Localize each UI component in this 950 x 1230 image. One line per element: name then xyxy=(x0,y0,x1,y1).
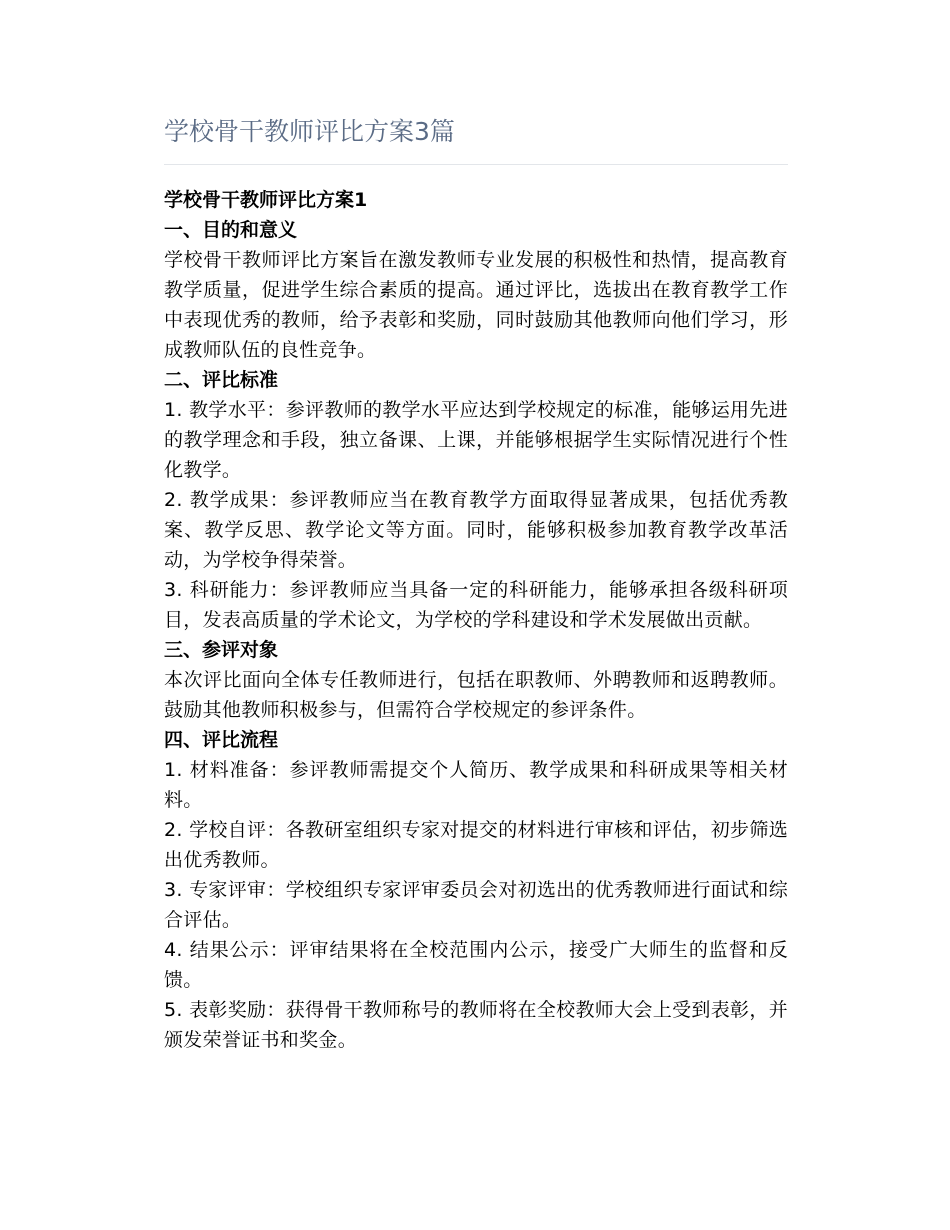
heading-criteria: 二、评比标准 xyxy=(164,369,279,391)
paragraph-process-self-review: 2. 学校自评：各教研室组织专家对提交的材料进行审核和评估，初步筛选出优秀教师。 xyxy=(164,819,788,871)
title-divider xyxy=(164,164,788,165)
heading-process: 四、评比流程 xyxy=(164,729,279,751)
heading-purpose: 一、目的和意义 xyxy=(164,219,298,241)
paragraph-criteria-teaching-level: 1. 教学水平：参评教师的教学水平应达到学校规定的标准，能够运用先进的教学理念和手段，独立备课、上课，并能够根据学生实际情况进行个性化教学。 xyxy=(164,399,788,481)
paragraph-process-publicity: 4. 结果公示：评审结果将在全校范围内公示，接受广大师生的监督和反馈。 xyxy=(164,939,788,991)
paragraph-purpose: 学校骨干教师评比方案旨在激发教师专业发展的积极性和热情，提高教育教学质量，促进学生综合素质的提高。通过评比，选拔出在教育教学工作中表现优秀的教师，给予表彰和奖励，同时鼓励其他教师向他们学习，形成教师队伍的良性竞争。 xyxy=(164,249,788,361)
paragraph-participants: 本次评比面向全体专任教师进行，包括在职教师、外聘教师和返聘教师。鼓励其他教师积极参与，但需符合学校规定的参评条件。 xyxy=(164,669,788,721)
paragraph-process-awards: 5. 表彰奖励：获得骨干教师称号的教师将在全校教师大会上受到表彰，并颁发荣誉证书和奖金。 xyxy=(164,999,788,1051)
paragraph-process-expert-review: 3. 专家评审：学校组织专家评审委员会对初选出的优秀教师进行面试和综合评估。 xyxy=(164,879,788,931)
paragraph-process-materials: 1. 材料准备：参评教师需提交个人简历、教学成果和科研成果等相关材料。 xyxy=(164,759,788,811)
heading-participants: 三、参评对象 xyxy=(164,639,279,661)
document-page xyxy=(164,114,788,1055)
paragraph-criteria-teaching-results: 2. 教学成果：参评教师应当在教育教学方面取得显著成果，包括优秀教案、教学反思、教学论文等方面。同时，能够积极参加教育教学改革活动，为学校争得荣誉。 xyxy=(164,489,788,571)
paragraph-criteria-research: 3. 科研能力：参评教师应当具备一定的科研能力，能够承担各级科研项目，发表高质量的学术论文，为学校的学科建设和学术发展做出贡献。 xyxy=(164,579,788,631)
section-title: 学校骨干教师评比方案1 xyxy=(164,189,368,211)
document-title: 学校骨干教师评比方案3篇 xyxy=(164,117,455,146)
